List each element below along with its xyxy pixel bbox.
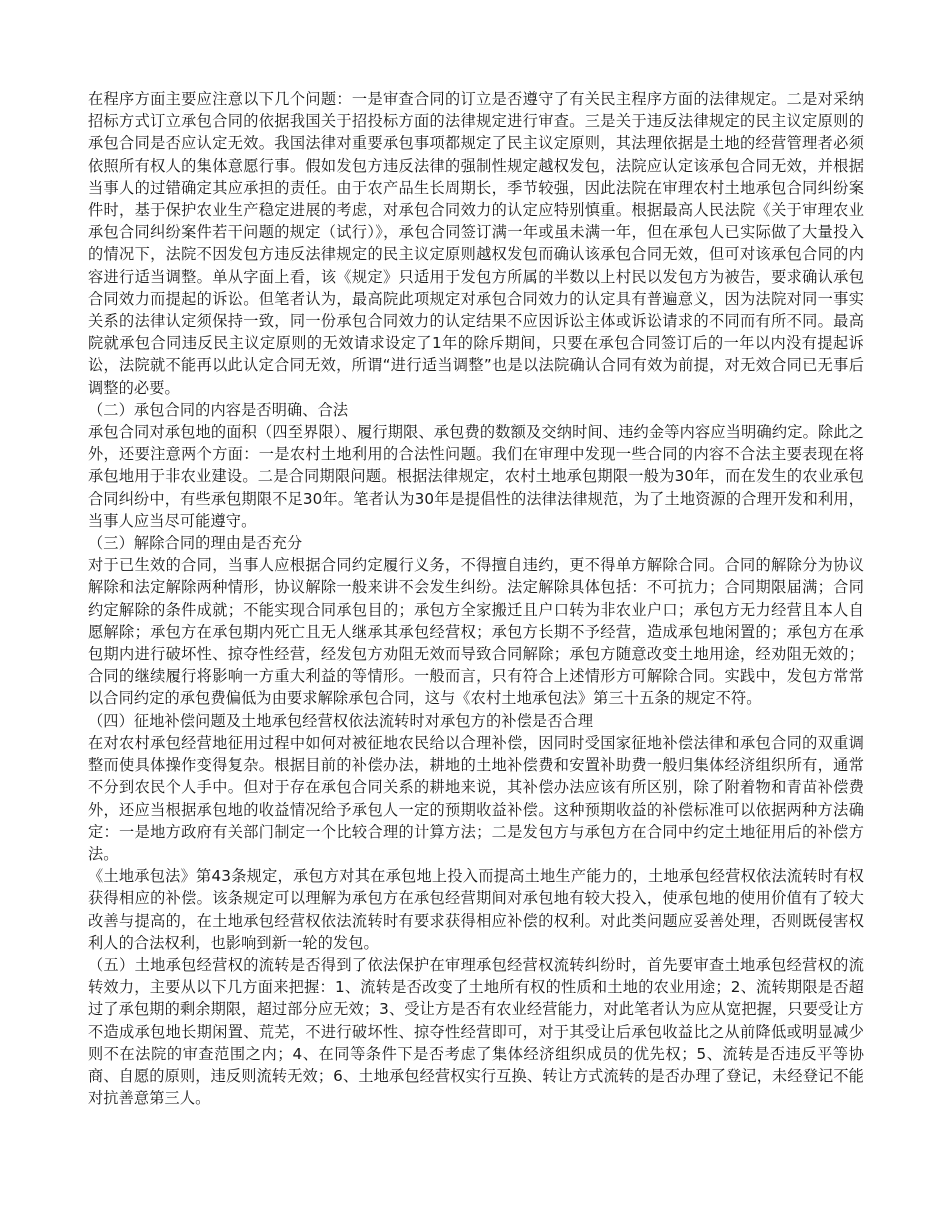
document-body: [88, 88, 864, 1109]
section-heading-2: （二）承包合同的内容是否明确、合法: [88, 400, 349, 419]
paragraph-contract-content: 承包合同对承包地的面积（四至界限）、履行期限、承包费的数额及交纳时间、违约金等内容应当明确约定。除此之外，还要注意两个方面：一是农村土地利用的合法性问题。我们在审理中发现一些合同的内容不合法主要表现在将承包地用于非农业建设。二是合同期限问题。根据法律规定，农村土地承包期限一般为30年，而在发生的农业承包合同纠纷中，有些承包期限不足30年。笔者认为30年是提倡性的法律法律规范，为了土地资源的合理开发和利用，当事人应当尽可能遵守。: [88, 423, 864, 530]
paragraph-article-43: 《土地承包法》第43条规定，承包方对其在承包地上投入而提高土地生产能力的，土地承包经营权依法流转时有权获得相应的补偿。该条规定可以理解为承包方在承包经营期间对承包地有较大投入，使承包地的使用价值有了较大改善与提高的，在土地承包经营权依法流转时有要求获得相应补偿的权利。对此类问题应妥善处理，否则既侵害权利人的合法权利，也影响到新一轮的发包。: [88, 867, 864, 952]
paragraph-transfer: （五）土地承包经营权的流转是否得到了依法保护在审理承包经营权流转纠纷时，首先要审查土地承包经营权的流转效力，主要从以下几方面来把握：1、流转是否改变了土地所有权的性质和土地的农业用途；2、流转期限是否超过了承包期的剩余期限，超过部分应无效；3、受让方是否有农业经营能力，对此笔者认为应从宽把握，只要受让方不造成承包地长期闲置、荒芜，不进行破坏性、掠夺性经营即可，对于其受让后承包收益比之从前降低或明显减少则不在法院的审查范围之内；4、在同等条件下是否考虑了集体经济组织成员的优先权；5、流转是否违反平等协商、自愿的原则，违反则流转无效；6、土地承包经营权实行互换、转让方式流转的是否办理了登记，未经登记不能对抗善意第三人。: [88, 955, 864, 1108]
paragraph-procedure: 在程序方面主要应注意以下几个问题：一是审查合同的订立是否遵守了有关民主程序方面的法律规定。二是对采纳招标方式订立承包合同的依据我国关于招投标方面的法律规定进行审查。三是关于违反法律规定的民主议定原则的承包合同是否应认定无效。我国法律对重要承包事项都规定了民主议定原则，其法理依据是土地的经营管理者必须依照所有权人的集体意愿行事。假如发包方违反法律的强制性规定越权发包，法院应认定该承包合同无效，并根据当事人的过错确定其应承担的责任。由于农产品生长周期长，季节较强，因此法院在审理农村土地承包合同纠纷案件时，基于保护农业生产稳定进展的考虑，对承包合同效力的认定应特别慎重。根据最高人民法院《关于审理农业承包合同纠纷案件若干问题的规定（试行）》，承包合同签订满一年或虽未满一年，但在承包人已实际做了大量投入的情况下，法院不因发包方违反法律规定的民主议定原则越权发包而确认该承包合同无效，但可对该承包合同的内容进行适当调整。单从字面上看，该《规定》只适用于发包方所属的半数以上村民以发包方为被告，要求确认承包合同效力而提起的诉讼。但笔者认为，最高院此项规定对承包合同效力的认定具有普遍意义，因为法院对同一事实关系的法律认定须保持一致，同一份承包合同效力的认定结果不应因诉讼主体或诉讼请求的不同而有所不同。最高院就承包合同违反民主议定原则的无效请求设定了1年的除斥期间，只要在承包合同签订后的一年以内没有提起诉讼，法院就不能再以此认定合同无效，所谓“进行适当调整”也是以法院确认合同有效为前提，对无效合同已无事后调整的必要。: [88, 90, 864, 397]
paragraph-compensation: 在对农村承包经营地征用过程中如何对被征地农民给以合理补偿，因同时受国家征地补偿法律和承包合同的双重调整而使具体操作变得复杂。根据目前的补偿办法，耕地的土地补偿费和安置补助费一般归集体经济组织所有，通常不分到农民个人手中。但对于存在承包合同关系的耕地来说，其补偿办法应该有所区别，除了附着物和青苗补偿费外，还应当根据承包地的收益情况给予承包人一定的预期收益补偿。这种预期收益的补偿标准可以依据两种方法确定：一是地方政府有关部门制定一个比较合理的计算方法；二是发包方与承包方在合同中约定土地征用后的补偿方法。: [88, 733, 864, 863]
paragraph-termination: 对于已生效的合同，当事人应根据合同约定履行义务，不得擅自违约，更不得单方解除合同。合同的解除分为协议解除和法定解除两种情形，协议解除一般来讲不会发生纠纷。法定解除具体包括：不可抗力；合同期限届满；合同约定解除的条件成就；不能实现合同承包目的；承包方全家搬迁且户口转为非农业户口；承包方无力经营且本人自愿解除；承包方在承包期内死亡且无人继承其承包经营权；承包方长期不予经营，造成承包地闲置的；承包方在承包期内进行破坏性、掠夺性经营，经发包方劝阻无效而导致合同解除；承包方随意改变土地用途，经劝阻无效的；合同的继续履行将影响一方重大利益的等情形。一般而言，只有符合上述情形方可解除合同。实践中，发包方常常以合同约定的承包费偏低为由要求解除承包合同，这与《农村土地承包法》第三十五条的规定不符。: [88, 556, 864, 708]
section-heading-4: （四）征地补偿问题及土地承包经营权依法流转时对承包方的补偿是否合理: [88, 711, 594, 730]
section-heading-3: （三）解除合同的理由是否充分: [88, 534, 303, 553]
